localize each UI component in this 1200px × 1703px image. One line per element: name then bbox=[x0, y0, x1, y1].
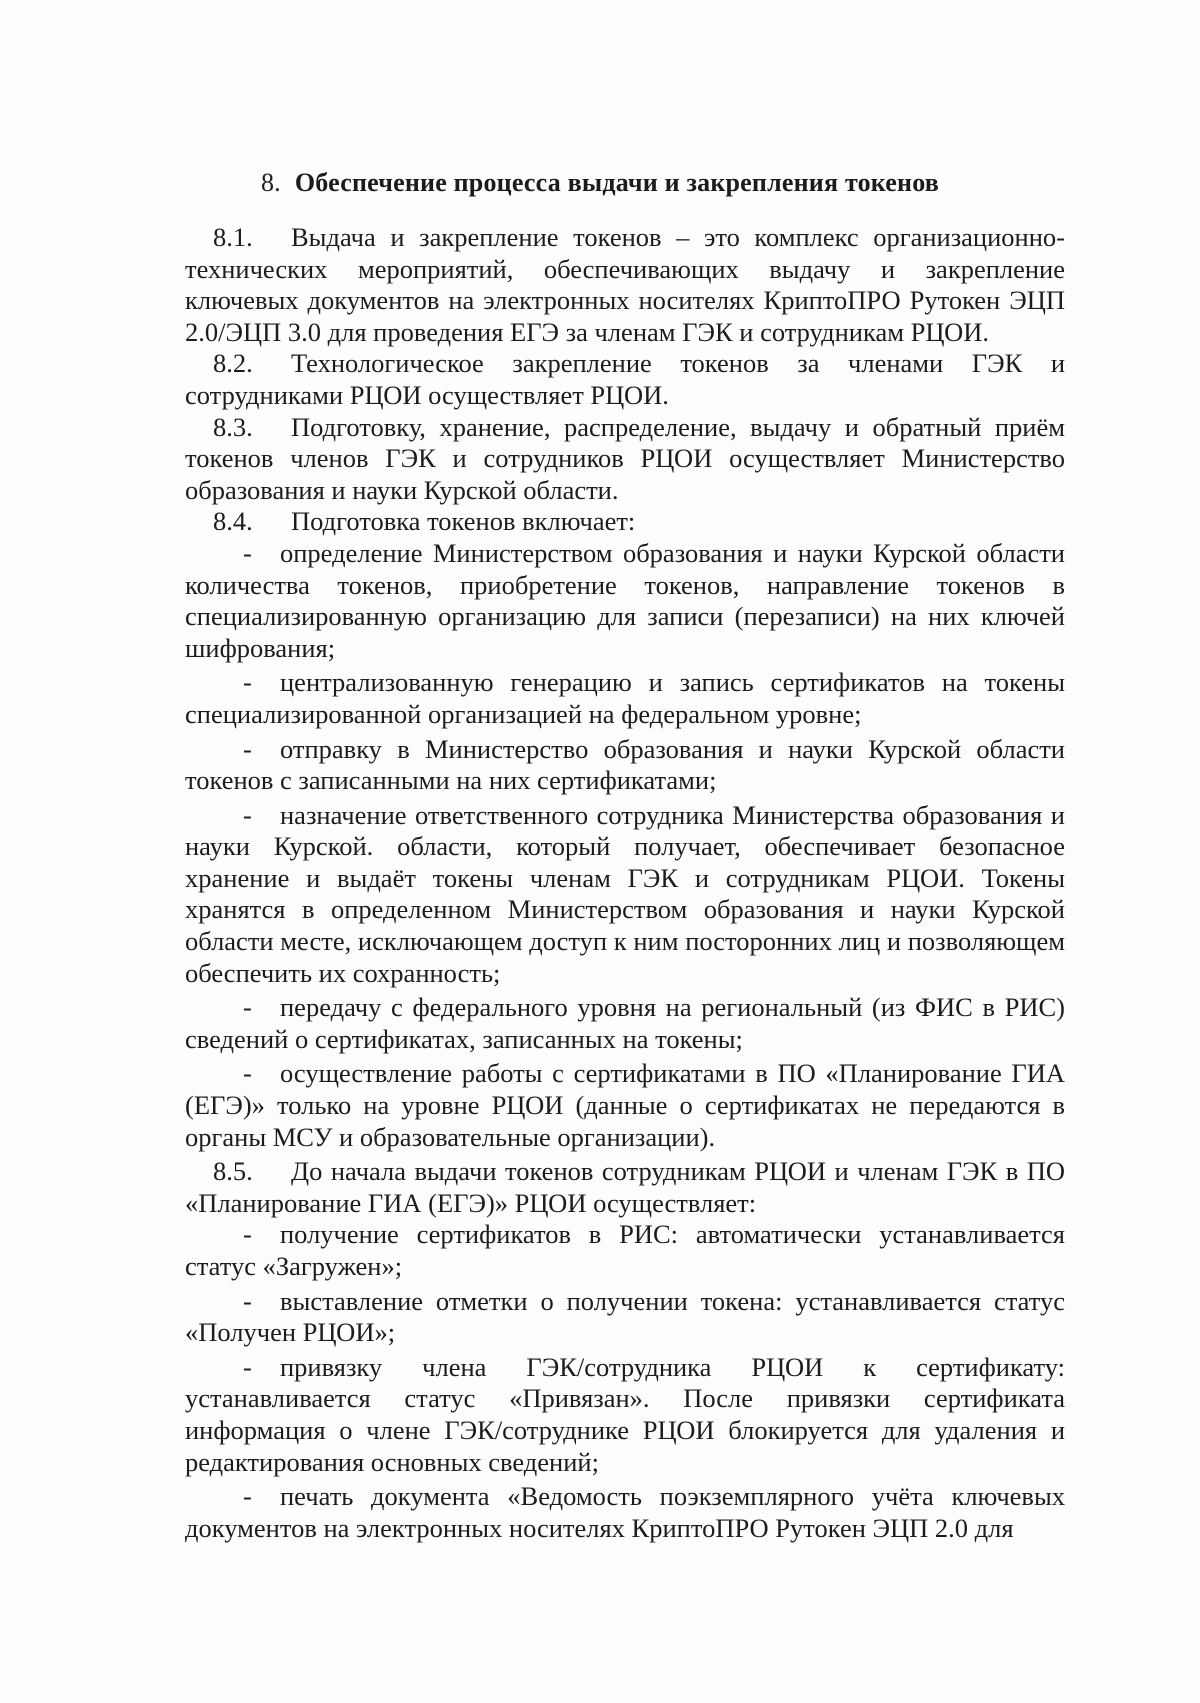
list-dash: - bbox=[243, 1351, 252, 1382]
list-item bbox=[185, 538, 1065, 664]
paragraph-text: Выдача и закрепление токенов – это комплекс организационно-технических мероприятий, обеспечивающих выдачу и закрепление ключевых документов на электронных носителях КриптоПРО Рутокен ЭЦП 2.0/ЭЦП 3.0 для проведения ЕГЭ за членам ГЭК и сотрудникам РЦОИ. bbox=[185, 222, 1065, 347]
list-dash: - bbox=[243, 1481, 252, 1512]
section-number: 8. bbox=[260, 168, 281, 197]
list-item-text: определение Министерством образования и науки Курской области количества токенов, приобретение токенов, направление токенов в специализированную организацию для записи (перезаписи) на них ключей шифрования; bbox=[185, 537, 1065, 663]
paragraph-text: До начала выдачи токенов сотрудникам РЦОИ и членам ГЭК в ПО «Планирование ГИА (ЕГЭ)» РЦОИ осуществляет: bbox=[185, 1156, 1065, 1218]
list-item bbox=[185, 667, 1065, 730]
list-item-text: передачу с федерального уровня на региональный (из ФИС в РИС) сведений о сертификатах, записанных на токены; bbox=[185, 992, 1065, 1054]
list-item bbox=[185, 734, 1065, 797]
list-dash: - bbox=[243, 733, 252, 764]
document-body bbox=[185, 222, 1065, 1547]
paragraph-text: Подготовку, хранение, распределение, выдачу и обратный приём токенов членов ГЭК и сотрудников РЦОИ осуществляет Министерство образования и науки Курской области. bbox=[185, 411, 1065, 505]
list-item bbox=[185, 800, 1065, 990]
paragraph-8-5 bbox=[185, 1156, 1065, 1219]
list-dash: - bbox=[243, 1219, 252, 1250]
list-item bbox=[185, 1058, 1065, 1153]
paragraph-number: 8.5. bbox=[213, 1156, 253, 1187]
list-item-text: назначение ответственного сотрудника Министерства образования и науки Курской. области, который получает, обеспечивает безопасное хранение и выдаёт токены членам ГЭК и сотрудникам РЦОИ. Токены хранятся в определенном Министерством образования и науки Курской области месте, исключающем доступ к ним посторонних лиц и позволяющем обеспечить их сохранность; bbox=[185, 799, 1065, 988]
paragraph-number: 8.4. bbox=[213, 506, 253, 537]
list-dash: - bbox=[243, 667, 252, 698]
paragraph-number: 8.3. bbox=[213, 411, 253, 442]
paragraph-text: Подготовка токенов включает: bbox=[291, 506, 636, 537]
list-item-text: осуществление работы с сертификатами в ПО «Планирование ГИА (ЕГЭ)» только на уровне РЦОИ (данные о сертификатах не передаются в органы МСУ и образовательные организации). bbox=[185, 1058, 1065, 1152]
paragraph-8-1 bbox=[185, 222, 1065, 348]
paragraph-8-4 bbox=[185, 506, 1065, 538]
paragraph-8-3 bbox=[185, 412, 1065, 507]
list-dash: - bbox=[243, 1285, 252, 1316]
list-item bbox=[185, 1352, 1065, 1478]
list-item-text: печать документа «Ведомость поэкземплярного учёта ключевых документов на электронных носителях КриптоПРО Рутокен ЭЦП 2.0 для bbox=[185, 1481, 1065, 1543]
section-title: Обеспечение процесса выдачи и закрепления токенов bbox=[294, 168, 940, 197]
paragraph-number: 8.2. bbox=[213, 348, 253, 379]
list-item bbox=[185, 1481, 1065, 1544]
list-item-text: выставление отметки о получении токена: устанавливается статус «Получен РЦОИ»; bbox=[185, 1285, 1065, 1348]
list-item bbox=[185, 992, 1065, 1055]
list-dash: - bbox=[243, 1058, 252, 1089]
paragraph-8-2 bbox=[185, 348, 1065, 411]
paragraph-number: 8.1. bbox=[213, 222, 253, 252]
section-heading bbox=[0, 168, 1200, 198]
list-dash: - bbox=[243, 799, 252, 830]
list-item-text: получение сертификатов в РИС: автоматически устанавливается статус «Загружен»; bbox=[185, 1219, 1065, 1281]
list-item bbox=[185, 1286, 1065, 1349]
list-dash: - bbox=[243, 537, 252, 568]
list-item-text: отправку в Министерство образования и науки Курской области токенов с записанными на них сертификатами; bbox=[185, 733, 1065, 796]
list-item-text: привязку члена ГЭК/сотрудника РЦОИ к сертификату: устанавливается статус «Привязан». После привязки сертификата информация о члене ГЭК/сотруднике РЦОИ блокируется для удаления и редактирования основных сведений; bbox=[185, 1351, 1065, 1477]
list-dash: - bbox=[243, 992, 252, 1023]
list-item bbox=[185, 1219, 1065, 1282]
paragraph-text: Технологическое закрепление токенов за членами ГЭК и сотрудниками РЦОИ осуществляет РЦОИ. bbox=[185, 348, 1065, 410]
list-item-text: централизованную генерацию и запись сертификатов на токены специализированной организацией на федеральном уровне; bbox=[185, 667, 1065, 729]
